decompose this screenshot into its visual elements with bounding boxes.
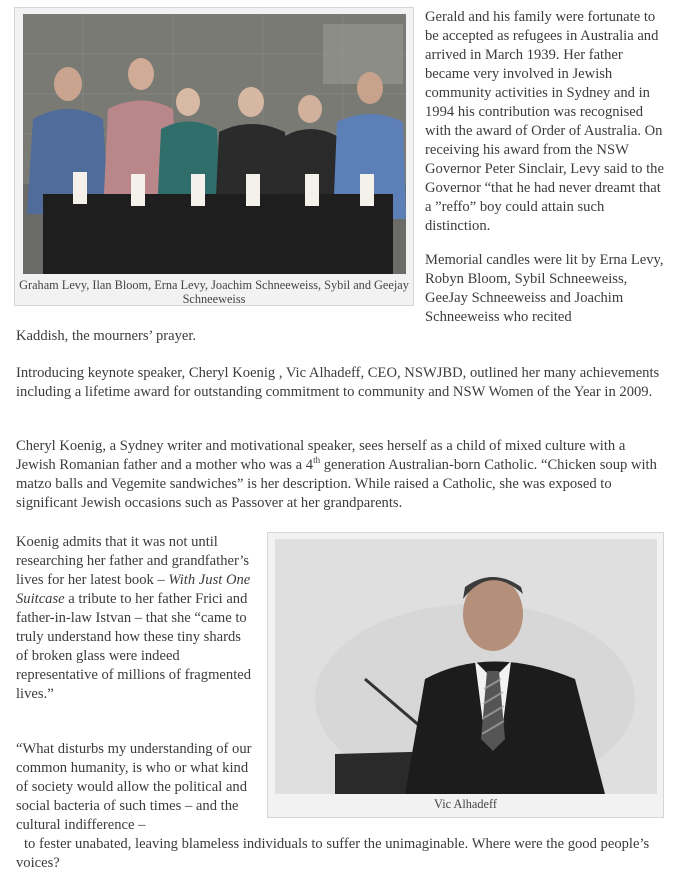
- paragraph-cheryl-koenig-part1: Cheryl Koenig, a Sydney writer and motivational speaker, sees herself as a child of mixed culture with a Jewish Romanian father and a mother who was a 4: [16, 438, 626, 473]
- speaker-photo: [275, 539, 657, 794]
- group-photo: [23, 14, 406, 274]
- paragraph-koenig-book-part1: Koenig admits that it was not until researching her father and grandfather’s lives for her latest book –: [16, 534, 250, 588]
- paragraph-cheryl-koenig-part2: generation Australian-born Catholic. “Chicken soup with matzo balls and Vegemite sandwiches” is her description. While raised a Catholic, she was exposed to significant Jewish occasions such as Passover at her grandparents.: [16, 457, 657, 511]
- paragraph-koenig-book-part2: a tribute to her father Frici and father-in-law Istvan – that she “came to truly understand how these tiny shards of broken glass were indeed representative of millions of fragmented lives.”: [16, 591, 252, 702]
- speaker-photo-caption: Vic Alhadeff: [434, 797, 497, 811]
- paragraph-refugees: Gerald and his family were fortunate to be accepted as refugees in Australia and arrived in March 1939. Her father became very involved in Jewish community activities in Sydney and in 1994 his contribution was recognised with the award of Order of Australia. On receiving his award from the NSW Governor Peter Sinclair, Levy said to the Governor “that he had never dreamt that a ”reffo” boy could attain such distinction.: [425, 9, 664, 234]
- paragraph-quote-continued: to fester unabated, leaving blameless individuals to suffer the unimaginable. Where were the good people’s voices?: [16, 836, 650, 871]
- paragraph-koenig-book: [16, 533, 256, 704]
- ordinal-suffix: th: [313, 455, 321, 466]
- paragraph-introduction: Introducing keynote speaker, Cheryl Koenig , Vic Alhadeff, CEO, NSWJBD, outlined her many achievements including a lifetime award for outstanding commitment to community and NSW Women of the Year in 2009.: [16, 365, 660, 400]
- paragraph-candles-continued: Kaddish, the mourners’ prayer.: [16, 328, 197, 344]
- group-photo-image: [23, 14, 406, 274]
- paragraph-cheryl-koenig: [16, 437, 666, 513]
- group-photo-figure: [14, 7, 414, 306]
- speaker-photo-figure: [267, 532, 664, 818]
- group-photo-caption: Graham Levy, Ilan Bloom, Erna Levy, Joachim Schneeweiss, Sybil and Geejay Schneeweiss: [19, 278, 409, 306]
- paragraph-candles: Memorial candles were lit by Erna Levy, Robyn Bloom, Sybil Schneeweiss, GeeJay Schneeweiss and Joachim Schneeweiss who recited: [425, 252, 664, 325]
- speaker-photo-image: [275, 539, 657, 794]
- paragraph-quote: “What disturbs my understanding of our common humanity, is who or what kind of society would allow the political and social bacteria of such times – and the cultural indifference –: [16, 741, 252, 833]
- book-title: With Just One Suitcase: [16, 572, 251, 607]
